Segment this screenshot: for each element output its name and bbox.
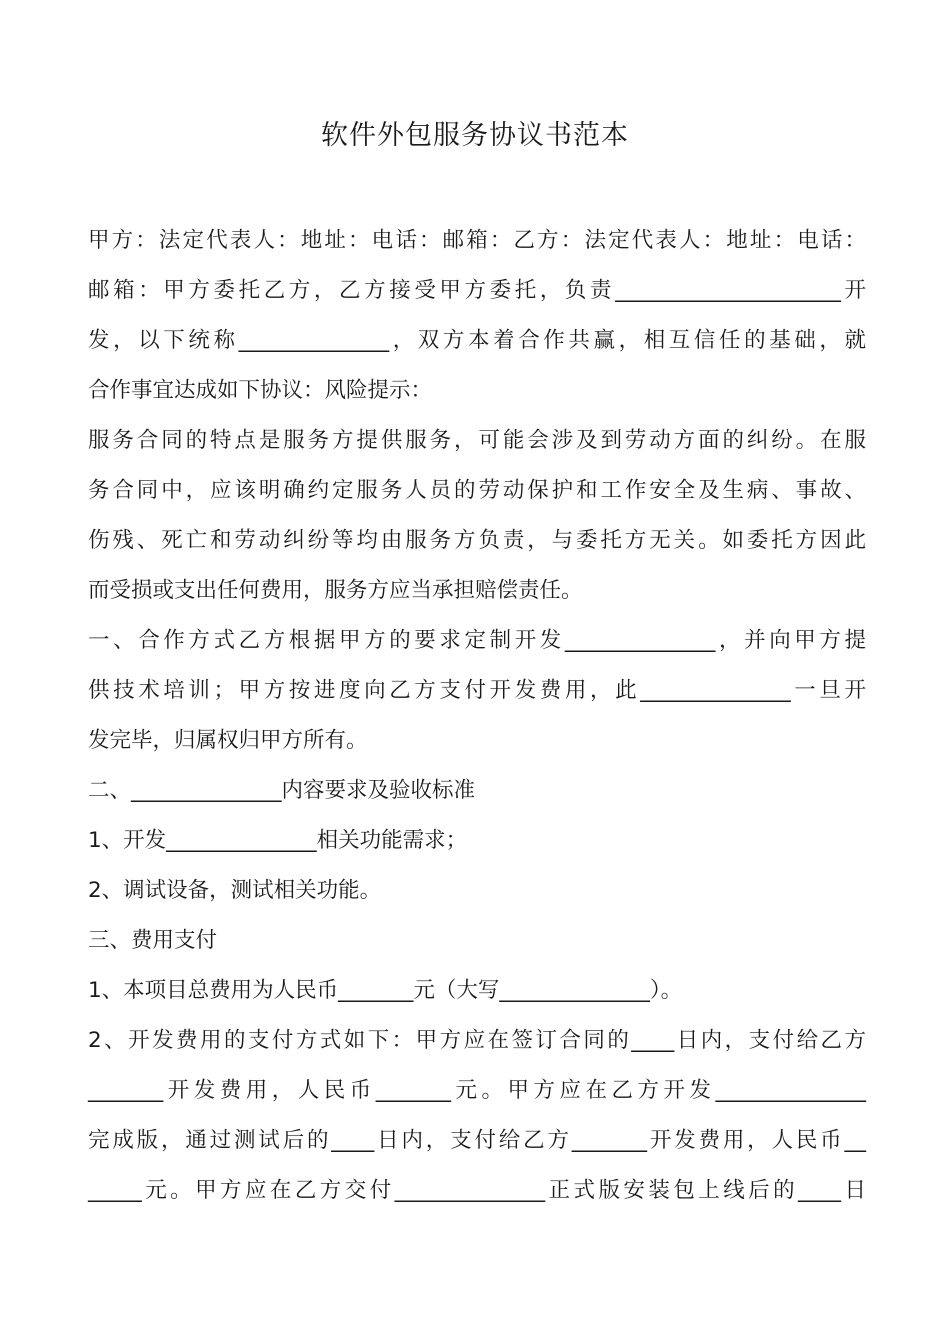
paragraph-line: 供技术培训；甲方按进度向乙方支付开发费用，此______________一旦开 <box>88 678 866 703</box>
paragraph-line: 1、开发______________相关功能需求； <box>88 828 468 853</box>
paragraph-line: 2、调试设备，测试相关功能。 <box>88 878 382 903</box>
paragraph-line: 发，以下统称______________，双方本着合作共赢，相互信任的基础，就 <box>88 328 866 353</box>
paragraph-line: 服务合同的特点是服务方提供服务，可能会涉及到劳动方面的纠纷。在服 <box>88 428 866 453</box>
document-body <box>88 216 866 1216</box>
document-title: 软件外包服务协议书范本 <box>321 120 629 151</box>
paragraph-line: 一、合作方式乙方根据甲方的要求定制开发______________，并向甲方提 <box>88 628 866 653</box>
paragraph-line: 务合同中，应该明确约定服务人员的劳动保护和工作安全及生病、事故、 <box>88 478 866 503</box>
paragraph-line: 伤残、死亡和劳动纠纷等均由服务方负责，与委托方无关。如委托方因此 <box>88 528 866 553</box>
paragraph-line: 完成版，通过测试后的____日内，支付给乙方_______开发费用，人民币__ <box>88 1128 866 1153</box>
paragraph-line: 而受损或支出任何费用，服务方应当承担赔偿责任。 <box>88 578 583 603</box>
paragraph-line: 甲方：法定代表人：地址：电话：邮箱：乙方：法定代表人：地址：电话： <box>88 228 866 253</box>
paragraph-line: _____元。甲方应在乙方交付______________正式版安装包上线后的____日 <box>88 1178 866 1203</box>
paragraph-line: 1、本项目总费用为人民币_______元（大写______________）。 <box>88 978 683 1003</box>
paragraph-line: _______开发费用，人民币_______元。甲方应在乙方开发______________ <box>88 1078 866 1103</box>
section-heading: 二、______________内容要求及验收标准 <box>88 778 476 803</box>
paragraph-line: 合作事宜达成如下协议：风险提示： <box>88 378 433 403</box>
paragraph-line: 2、开发费用的支付方式如下：甲方应在签订合同的____日内，支付给乙方 <box>88 1028 866 1053</box>
paragraph-line: 邮箱：甲方委托乙方，乙方接受甲方委托，负责_____________________开 <box>88 278 866 303</box>
paragraph-line: 发完毕，归属权归甲方所有。 <box>88 728 368 753</box>
section-heading: 三、费用支付 <box>88 928 218 953</box>
